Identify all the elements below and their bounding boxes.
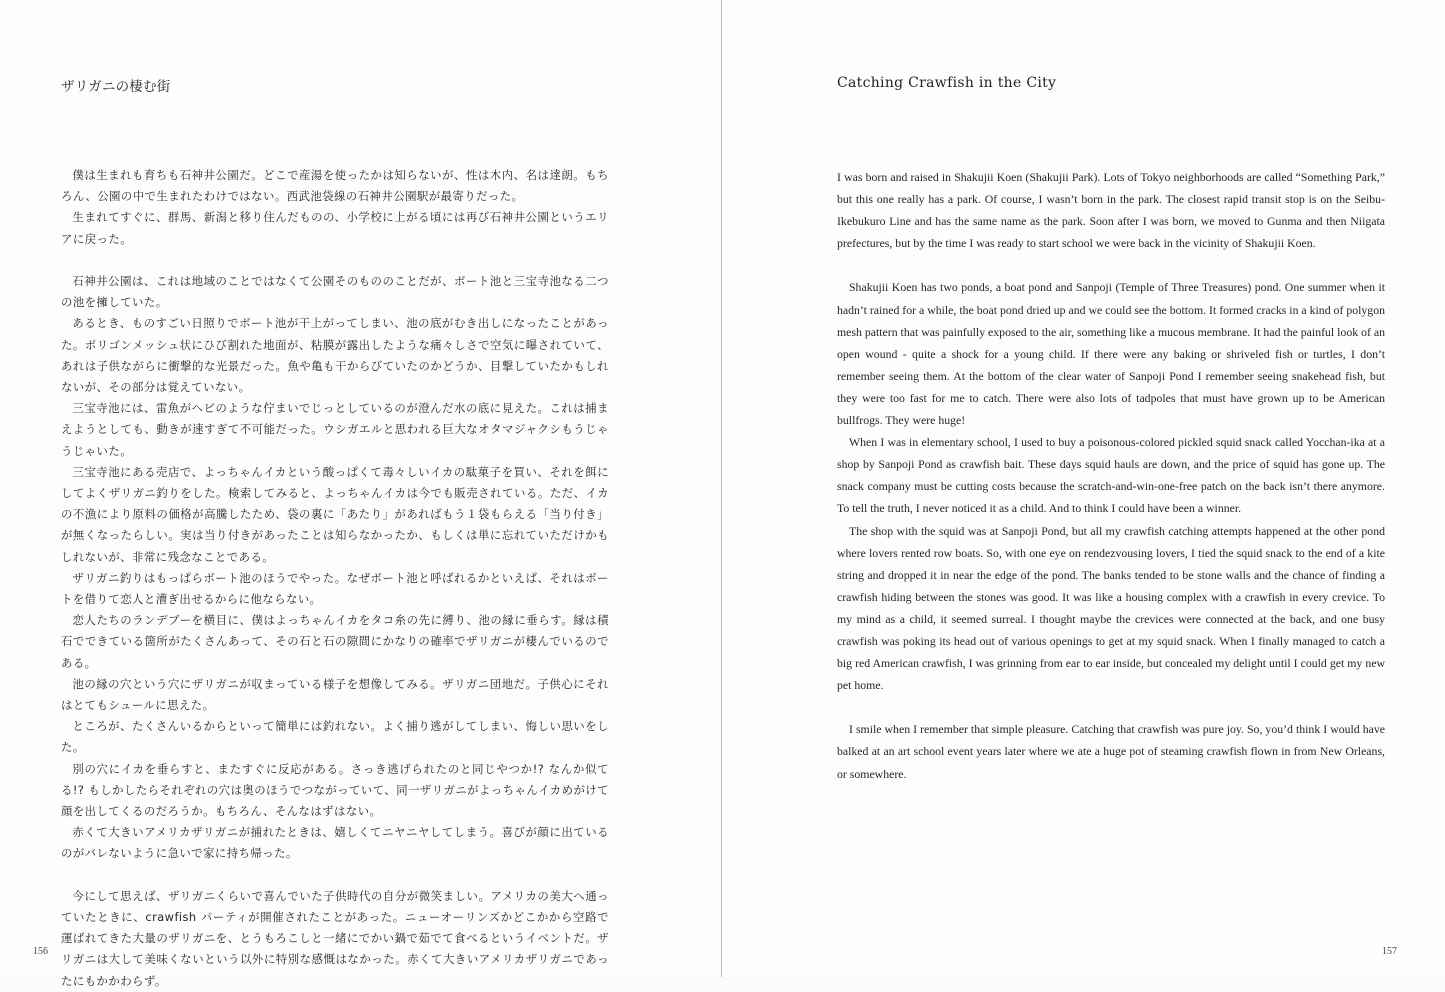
paragraph: 池の縁の穴という穴にザリガニが収まっている様子を想像してみる。ザリガニ団地だ。子供心にそれはとてもシュールに思えた。 <box>61 676 609 713</box>
paragraph: When I was in elementary school, I used to buy a poisonous-colored pickled squid snack called Yocchan-ika at a shop by Sanpoji Pond as crawfish bait. These days squid hauls are down, and the price of squid has gone up. The snack company must be cutting costs because the scratch-and-win-one-free patch on the back isn’t there anymore. To tell the truth, I never noticed it as a child. And to think I could have been a winner. <box>837 435 1385 516</box>
paragraph: ザリガニ釣りはもっぱらボート池のほうでやった。なぜボート池と呼ばれるかといえば、それはボートを借りて恋人と漕ぎ出せるからに他ならない。 <box>61 570 609 607</box>
paragraph: ところが、たくさんいるからといって簡単には釣れない。よく捕り逃がしてしまい、悔しい思いをした。 <box>61 719 609 755</box>
paragraph: 今にして思えば、ザリガニくらいで喜んでいた子供時代の自分が微笑ましい。アメリカの美大へ通っていたときに、crawfish パーティが開催されたことがあった。ニューオーリンズかどこかから空路で運ばれてきた大量のザリガニを、とうもろこしと一緒にでかい鍋で茹でて食べるというイベントだ。ザリガニは大して美味くないという以外に特別な感慨はなかった。赤くて大きいアメリカザリガニであったにもかかわらず。 <box>61 888 609 988</box>
page-number-left: 156 <box>33 946 48 957</box>
paragraph: I was born and raised in Shakujii Koen (Shakujii Park). Lots of Tokyo neighborhoods are called “Something Park,” but this one really has a park. Of course, I wasn’t born in the park. The closest rapid transit stop is on the Seibu-Ikebukuro Line and has the same name as the park. Soon after I was born, we moved to Gunma and then Niigata prefectures, but by the time I was ready to start school we were back in the vicinity of Shakujii Koen. <box>837 170 1385 251</box>
paragraph: The shop with the squid was at Sanpoji Pond, but all my crawfish catching attempts happened at the other pond where lovers rented row boats. So, with one eye on rendezvousing lovers, I tied the squid snack to the end of a kite string and dropped it in near the edge of the pond. The banks tended to be stone walls and the chance of finding a crawfish hiding between the stones was good. It was like a housing complex with a crawfish in every crevice. To my mind as a child, it seemed surreal. I thought maybe the crevices were connected at the back, and one busy crawfish was poking its head out of various openings to get at my squid snack. When I finally managed to catch a big red American crawfish, I was grinning from ear to ear inside, but concealed my delight until I could get my new pet home. <box>837 523 1385 693</box>
paragraph: 別の穴にイカを垂らすと、またすぐに反応がある。さっき逃げられたのと同じやつか!? なんか似てる!? もしかしたらそれぞれの穴は奥のほうでつながっていて、同一ザリガニがよっちゃんイカめがけて顔を出してくるのだろうか。もちろん、そんなはずはない。 <box>61 761 609 819</box>
paragraph: 三宝寺池には、雷魚がヘビのような佇まいでじっとしているのが澄んだ水の底に見えた。これは捕まえようとしても、動きが速すぎて不可能だった。ウシガエルと思われる巨大なオタマジャクシもうじゃうじゃいた。 <box>61 401 609 458</box>
paragraph: I smile when I remember that simple pleasure. Catching that crawfish was pure joy. So, you’d think I would have balked at an art school event years later where we ate a huge pot of steaming crawfish flown in from New Orleans, or somewhere. <box>837 722 1385 781</box>
right-page <box>723 0 1445 977</box>
japanese-body-text <box>61 165 609 992</box>
paragraph: 恋人たちのランデブーを横目に、僕はよっちゃんイカをタコ糸の先に縛り、池の縁に垂らす。縁は積石でできている箇所がたくさんあって、その石と石の隙間にかなりの確率でザリガニが棲んでいるのである。 <box>61 613 609 670</box>
paragraph: 僕は生まれも育ちも石神井公園だ。どこで産湯を使ったかは知らないが、性は木内、名は達朗。もちろん、公園の中で生まれたわけではない。西武池袋線の石神井公園駅が最寄りだった。 <box>61 168 609 204</box>
left-page <box>0 0 722 988</box>
paragraph: あるとき、ものすごい日照りでボート池が干上がってしまい、池の底がむき出しになったことがあった。ポリゴンメッシュ状にひび割れた地面が、粘膜が露出したような痛々しさで空気に曝されていて、あれは子供ながらに衝撃的な光景だった。魚や亀も干からびていたのかどうか、目撃していたかもしれないが、その部分は覚えていない。 <box>61 316 609 395</box>
paragraph: 生まれてすぐに、群馬、新潟と移り住んだものの、小学校に上がる頃には再び石神井公園というエリアに戻った。 <box>61 210 609 246</box>
english-body-text <box>837 166 1385 785</box>
paragraph: 石神井公園は、これは地域のことではなくて公園そのもののことだが、ボート池と三宝寺池なる二つの池を擁していた。 <box>61 274 609 310</box>
paragraph: 赤くて大きいアメリカザリガニが捕れたときは、嬉しくてニヤニヤしてしまう。喜びが顔に出ているのがバレないように急いで家に持ち帰った。 <box>61 825 609 861</box>
page-title-japanese: ザリガニの棲む街 <box>61 79 171 95</box>
paragraph: Shakujii Koen has two ponds, a boat pond and Sanpoji (Temple of Three Treasures) pond. One summer when it hadn’t rained for a while, the boat pond dried up and we could see the bottom. It formed cracks in a kind of polygon mesh pattern that was painfully exposed to the air, something like a mucous membrane. It had the painful look of an open wound - quite a shock for a young child. If there were any baking or shriveled fish or turtles, I don’t remember seeing them. At the bottom of the clear water of Sanpoji Pond I remember seeing snakehead fish, but they were too fast for me to catch. There were also lots of tadpoles that must have grown up to be American bullfrogs. They were huge! <box>837 280 1385 428</box>
paragraph: 三宝寺池にある売店で、よっちゃんイカという酸っぱくて毒々しいイカの駄菓子を買い、それを餌にしてよくザリガニ釣りをした。検索してみると、よっちゃんイカは今でも販売されている。ただ、イカの不漁により原料の価格が高騰したため、袋の裏に「あたり」があればもう１袋もらえる「当り付き」が無くなったらしい。実は当り付きがあったことは知らなかったか、もしくは単に忘れていただけかもしれないが、非常に残念なことである。 <box>61 464 609 564</box>
page-title-english: Catching Crawfish in the City <box>837 75 1057 91</box>
book-gutter <box>721 0 722 977</box>
page-number-right: 157 <box>1382 946 1397 957</box>
